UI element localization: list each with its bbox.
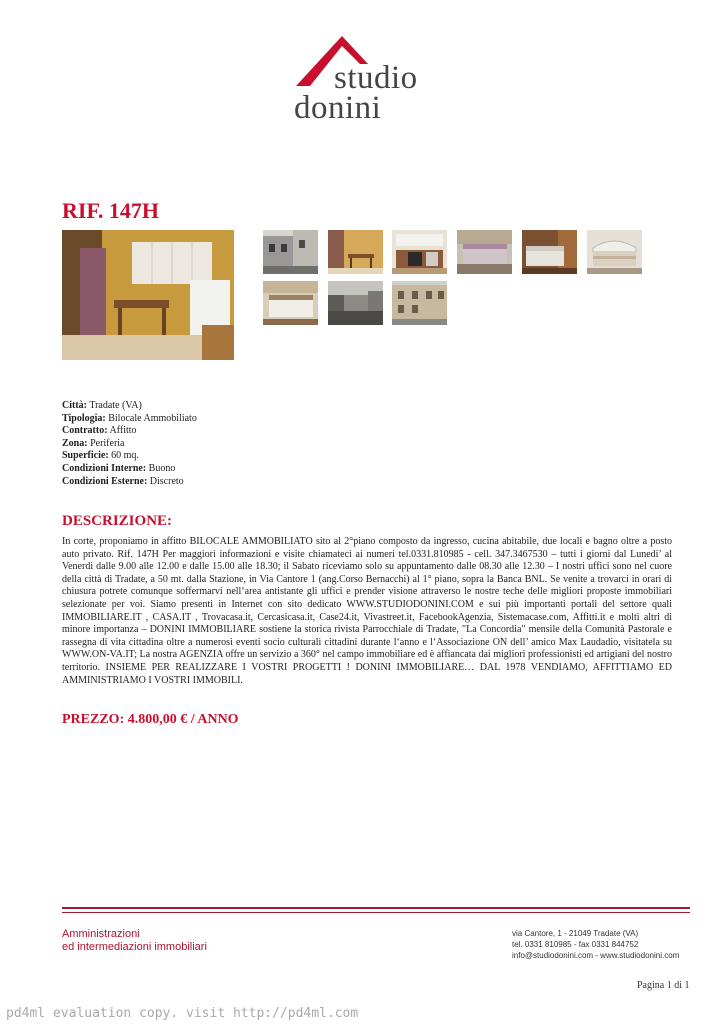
detail-internal-condition <box>62 463 197 476</box>
page-number: Pagina 1 di 1 <box>637 980 690 991</box>
footer-divider <box>62 907 690 909</box>
detail-label: Tipologia: <box>62 412 106 424</box>
detail-surface <box>62 450 197 463</box>
detail-value: Buono <box>148 462 176 474</box>
thumbnail-kitchen-appliances[interactable] <box>392 230 447 274</box>
footer-divider-thin <box>62 912 690 913</box>
detail-value: 60 mq. <box>111 450 139 462</box>
studio-donini-logo <box>292 34 442 129</box>
detail-value: Discreto <box>149 475 184 487</box>
detail-label: Superficie: <box>62 450 109 462</box>
detail-external-condition <box>62 476 197 489</box>
detail-value: Affitto <box>109 425 137 437</box>
footer-tagline-line1: Amministrazioni <box>62 928 140 940</box>
thumbnail-building-exterior[interactable] <box>263 230 318 274</box>
detail-value: Periferia <box>90 437 125 449</box>
thumbnail-kitchen-table[interactable] <box>328 230 383 274</box>
detail-type <box>62 413 197 426</box>
footer-tagline <box>62 928 207 954</box>
footer-contacts <box>512 928 679 961</box>
detail-value: Bilocale Ammobiliato <box>108 412 197 424</box>
thumbnail-bedroom-dark[interactable] <box>522 230 577 274</box>
detail-value: Tradate (VA) <box>89 400 142 411</box>
thumbnail-street-facade[interactable] <box>392 281 447 325</box>
detail-label: Città: <box>62 400 87 411</box>
thumbnail-courtyard[interactable] <box>328 281 383 325</box>
footer-phone: tel. 0331 810985 - fax 0331 844752 <box>512 940 639 949</box>
main-photo-kitchen[interactable] <box>62 230 234 360</box>
logo-word-donini: donini <box>294 90 382 126</box>
thumbnail-sofa-room[interactable] <box>457 230 512 274</box>
thumbnail-bedroom-light[interactable] <box>587 230 642 274</box>
thumbnail-bedroom-double[interactable] <box>263 281 318 325</box>
listing-reference: RIF. 147H <box>62 198 159 223</box>
description-text: In corte, proponiamo in affitto BILOCALE AMMOBILIATO sito al 2°piano composto da ingresso, cucina abitabile, due locali e bagno oltre a posto auto privato. Rif. 147H Per maggiori informazioni e visite chiamateci ai numeri tel.0331.810985 - cell. 347.3467530 – tutti i giorni dal Lunedi’ al Venerdi dalle 9.00 alle 12.00 e dalle 15.00 alle 18.30; il Sabato riceviamo solo su appuntamento dalle 08.30 alle 12.30 – I nostri uffici sono nel cuore della città di Tradate, a 50 mt. dalla Stazione, in Via Cantore 1 (ang.Corso Bernacchi) al 1° piano, sopra la Banca BNL. Se venite a trovarci in orari di chiusura potrete comunque soffermarvi nell‘area antistante gli uffici e prender visione attraverso le nostre teche delle migliori proposte immobiliari selezionate per voi. Siamo presenti in Internet con sito dedicato WWW.STUDIODONINI.COM e sui più importanti portali del settore quali IMMOBILIARE.IT , CASA.IT , Trovacasa.it, Cercasicasa.it, Case24.it, Vivastreet.it, FacebookAgenzia, Sistemacase.com, Affitti.it e molti altri di minore importanza – DONINI IMMOBILIARE sostiene la storica rivista Parrocchiale di Tradate, "La Concordia" mensile della Comunità Pastorale e rassegna di vita cittadina oltre a numerosi eventi socio culturali cittadini durante l‘anno e l‘Associazione ON dell’ amico Max Laudadio, visitatela su WWW.ON-VA.IT; La nostra AGENZIA offre un servizio a 360° nel campo immobiliare ed è affiancata dai migliori professionisti ed artigiani del nostro territorio. INSIEME PER REALIZZARE I VOSTRI PROGETTI ! DONINI IMMOBILIARE… DAL 1978 VENDIAMO, AFFITTIAMO ED AMMINISTRIAMO I VOSTRI IMMOBILI. <box>62 536 672 686</box>
detail-label: Condizioni Esterne: <box>62 475 148 487</box>
detail-contract <box>62 425 197 438</box>
detail-label: Zona: <box>62 437 88 449</box>
price: PREZZO: 4.800,00 € / ANNO <box>62 712 239 727</box>
property-details <box>62 400 197 488</box>
footer-tagline-line2: ed intermediazioni immobiliari <box>62 941 207 953</box>
description-heading: DESCRIZIONE: <box>62 513 173 529</box>
detail-zone <box>62 438 197 451</box>
logo-word-studio: studio <box>334 60 418 96</box>
detail-label: Contratto: <box>62 425 108 437</box>
footer-contact-links[interactable]: info@studiodonini.com - www.studiodonini.com <box>512 951 680 960</box>
evaluation-watermark: pd4ml evaluation copy. visit http://pd4ml.com <box>6 1006 359 1021</box>
detail-city <box>62 400 197 413</box>
detail-label: Condizioni Interne: <box>62 462 147 474</box>
footer-address: via Cantore, 1 - 21049 Tradate (VA) <box>512 929 639 938</box>
